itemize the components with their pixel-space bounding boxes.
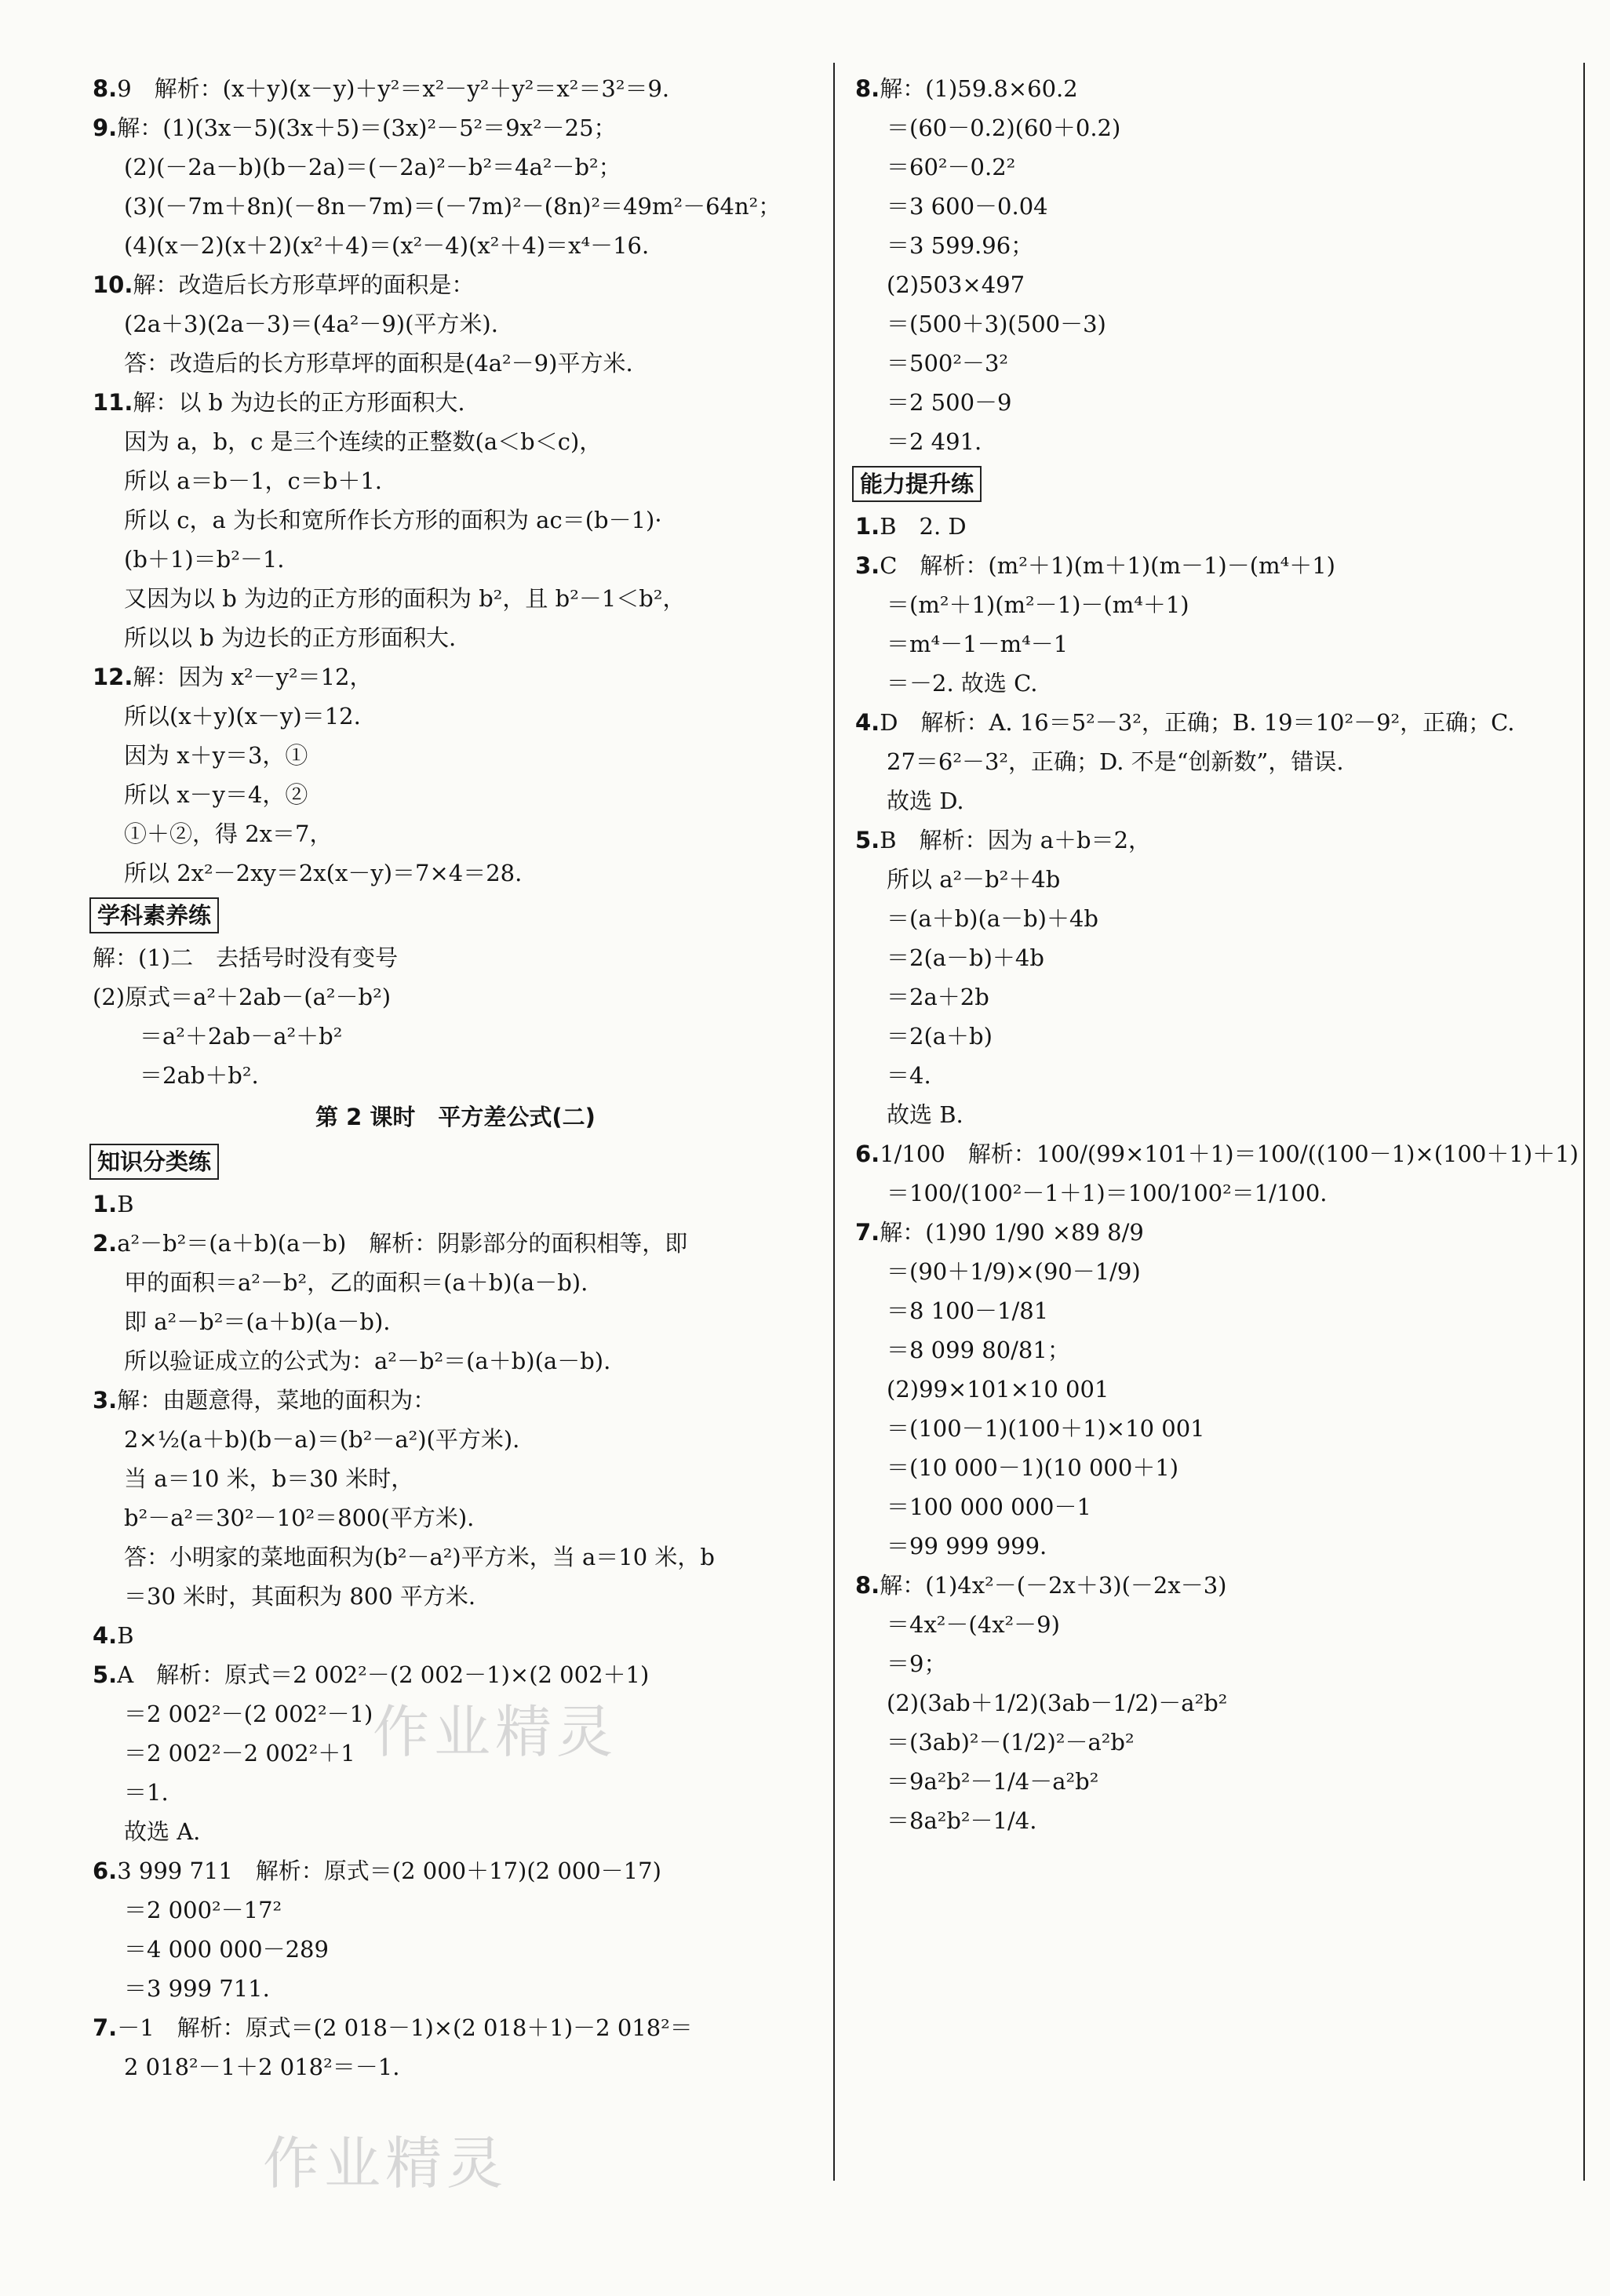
answer-text: ＝(10 000－1)(10 000＋1) (887, 1454, 1179, 1481)
answer-line (855, 821, 1561, 860)
answer-continuation (855, 265, 1561, 304)
answer-continuation (855, 1409, 1561, 1448)
answer-continuation (93, 814, 818, 853)
answer-text: 所以 c，a 为长和宽所作长方形的面积为 ac＝(b－1)· (124, 507, 662, 533)
answer-continuation (855, 1762, 1561, 1801)
answer-line (93, 1616, 818, 1655)
answer-continuation (855, 422, 1561, 461)
lesson-title: 第 2 课时 平方差公式(二) (315, 1104, 596, 1130)
answer-line (93, 108, 818, 147)
answer-text: (3)(－7m＋8n)(－8n－7m)＝(－7m)²－(8n)²＝49m²－64n²； (124, 193, 781, 220)
answer-text: B (117, 1622, 134, 1649)
answer-text: 所以验证成立的公式为：a²－b²＝(a＋b)(a－b). (124, 1348, 611, 1374)
answer-text: (2)原式＝a²＋2ab－(a²－b²) (93, 984, 392, 1010)
question-number: 1. (855, 513, 880, 540)
section-heading: 知识分类练 (89, 1144, 219, 1180)
question-number: 8. (855, 1572, 880, 1599)
question-number: 3. (93, 1387, 118, 1414)
answer-text: 所以 2x²－2xy＝2x(x－y)＝7×4＝28. (124, 860, 523, 886)
answer-continuation (93, 1302, 818, 1341)
answer-continuation (93, 500, 818, 540)
answer-text: B 解析：因为 a＋b＝2， (880, 827, 1152, 853)
question-number: 8. (93, 75, 118, 102)
answer-continuation (855, 664, 1561, 703)
answer-continuation (93, 1420, 818, 1459)
answer-text: ＝3 600－0.04 (887, 193, 1048, 220)
answer-continuation (855, 108, 1561, 147)
answer-continuation (93, 853, 818, 893)
left-column (93, 69, 818, 2087)
answer-text: ＝8 100－1/81 (887, 1297, 1049, 1324)
answer-text: 因为 a，b，c 是三个连续的正整数(a＜b＜c)， (124, 428, 603, 455)
answer-continuation (93, 540, 818, 579)
answer-text: 2 018²－1＋2 018²＝－1. (124, 2054, 400, 2080)
answer-text: 3 999 711 解析：原式＝(2 000＋17)(2 000－17) (117, 1858, 661, 1884)
answer-text: ＝2 491. (887, 428, 982, 455)
answer-continuation (855, 624, 1561, 664)
answer-continuation (855, 1801, 1561, 1840)
answer-text: ＝2 000²－17² (124, 1897, 282, 1923)
answer-continuation (855, 226, 1561, 265)
answer-text: 解：因为 x²－y²＝12， (133, 664, 373, 690)
answer-text: ＝500²－3² (887, 350, 1009, 377)
answer-line (855, 1213, 1561, 1252)
answer-text: ＝－2. 故选 C. (887, 670, 1038, 697)
answer-continuation (93, 461, 818, 500)
answer-continuation (855, 1526, 1561, 1566)
answer-continuation (855, 781, 1561, 821)
answer-continuation (855, 938, 1561, 977)
answer-continuation (855, 742, 1561, 781)
answer-text: 解：(1)90 1/90 ×89 8/9 (880, 1219, 1144, 1246)
answer-text: ＝2 002²－2 002²＋1 (124, 1740, 355, 1767)
answer-continuation (855, 304, 1561, 344)
answer-text: D 解析：A. 16＝5²－3²，正确；B. 19＝10²－9²，正确；C. (880, 709, 1515, 736)
answer-continuation (855, 899, 1561, 938)
answer-text: 即 a²－b²＝(a＋b)(a－b). (124, 1308, 391, 1335)
column-divider (833, 63, 835, 2181)
answer-text: ＝(60－0.2)(60＋0.2) (887, 115, 1121, 141)
question-number: 4. (93, 1622, 118, 1649)
answer-line (93, 383, 818, 422)
answer-text: (b＋1)＝b²－1. (124, 546, 285, 573)
answer-line (93, 1184, 818, 1224)
answer-text: ＝2(a－b)＋4b (887, 944, 1044, 971)
answer-text: 因为 x＋y＝3，① (124, 742, 308, 769)
answer-text: 2×½(a＋b)(b－a)＝(b²－a²)(平方米). (124, 1426, 520, 1453)
question-number: 9. (93, 115, 118, 141)
answer-text: ＝(3ab)²－(1/2)²－a²b² (887, 1729, 1135, 1756)
answer-line (855, 1134, 1579, 1173)
answer-line (855, 69, 1561, 108)
answer-text: (4)(x－2)(x＋2)(x²＋4)＝(x²－4)(x²＋4)＝x⁴－16. (124, 232, 650, 259)
answer-text: 解：(1)二 去括号时没有变号 (93, 944, 399, 971)
answer-text: 1/100 解析：100/(99×101＋1)＝100/((100－1)×(100＋1)＋1) (880, 1141, 1579, 1167)
answer-text: ＝99 999 999. (887, 1533, 1047, 1559)
answer-text: ＝(m²＋1)(m²－1)－(m⁴＋1) (887, 591, 1189, 618)
question-number: 4. (855, 709, 880, 736)
answer-line (93, 1224, 818, 1263)
answer-continuation (855, 1644, 1561, 1683)
answer-text: 所以 a＝b－1，c＝b＋1. (124, 468, 382, 494)
right-column (855, 69, 1579, 1840)
answer-continuation (93, 2047, 818, 2087)
question-number: 6. (93, 1858, 118, 1884)
answer-text: 当 a＝10 米，b＝30 米时， (124, 1465, 414, 1492)
answer-continuation (93, 697, 818, 736)
answer-continuation (855, 977, 1561, 1017)
answer-text: 解：(1)(3x－5)(3x＋5)＝(3x)²－5²＝9x²－25； (117, 115, 617, 141)
question-number: 7. (855, 1219, 880, 1246)
answer-continuation (855, 1605, 1561, 1644)
answer-continuation (855, 1017, 1561, 1056)
answer-text: ＝4. (887, 1062, 931, 1089)
answer-text: 故选 B. (887, 1101, 963, 1128)
answer-text: ＝4x²－(4x²－9) (887, 1611, 1060, 1638)
answer-continuation (93, 422, 818, 461)
answer-continuation (855, 585, 1561, 624)
watermark: 作业精灵 (263, 2130, 508, 2196)
answer-line (93, 657, 818, 697)
answer-continuation (93, 775, 818, 814)
answer-text: 解：(1)4x²－(－2x＋3)(－2x－3) (880, 1572, 1227, 1599)
answer-continuation (93, 1577, 818, 1616)
answer-continuation (855, 1095, 1561, 1134)
question-number: 10. (93, 271, 133, 298)
answer-continuation (855, 860, 1561, 899)
answer-text: ＝4 000 000－289 (124, 1936, 329, 1963)
answer-line (855, 507, 1561, 546)
answer-line (93, 2008, 818, 2047)
answer-continuation (93, 1537, 818, 1577)
question-number: 5. (93, 1661, 118, 1688)
answer-text: ＝a²＋2ab－a²＋b² (140, 1023, 343, 1050)
answer-line (93, 1381, 818, 1420)
answer-text: (2)503×497 (887, 271, 1025, 298)
answer-continuation (855, 1173, 1561, 1213)
answer-text: ＝2ab＋b². (140, 1062, 259, 1089)
answer-text: 故选 D. (887, 788, 964, 814)
answer-text: (2)(3ab＋1/2)(3ab－1/2)－a²b² (887, 1690, 1228, 1716)
answer-continuation (93, 938, 818, 977)
answer-continuation (855, 187, 1561, 226)
answer-text: ＝9a²b²－1/4－a²b² (887, 1768, 1099, 1795)
answer-continuation (93, 736, 818, 775)
answer-text: ＝(100－1)(100＋1)×10 001 (887, 1415, 1205, 1442)
answer-text: ＝9； (887, 1650, 947, 1677)
answer-continuation (93, 977, 818, 1017)
question-number: 1. (93, 1191, 118, 1217)
answer-continuation (93, 1890, 818, 1930)
question-number: 2. (93, 1230, 118, 1257)
answer-text: －1 解析：原式＝(2 018－1)×(2 018＋1)－2 018²＝ (117, 2014, 693, 2041)
section-heading: 能力提升练 (852, 466, 982, 502)
answer-text: ＝2a＋2b (887, 984, 989, 1010)
answer-continuation (855, 344, 1561, 383)
answer-continuation (93, 1773, 818, 1812)
answer-text: ＝100/(100²－1＋1)＝100/100²＝1/100. (887, 1180, 1328, 1206)
answer-text: a²－b²＝(a＋b)(a－b) 解析：阴影部分的面积相等，即 (117, 1230, 688, 1257)
answer-continuation (93, 1263, 818, 1302)
watermark: 作业精灵 (373, 1699, 618, 1765)
answer-text: 故选 A. (124, 1818, 201, 1845)
answer-text: 27＝6²－3²，正确；D. 不是“创新数”，错误. (887, 748, 1344, 775)
answer-text: b²－a²＝30²－10²＝800(平方米). (124, 1505, 475, 1531)
answer-line (93, 1851, 818, 1890)
answer-continuation (855, 1330, 1561, 1370)
answer-line (93, 265, 818, 304)
answer-continuation (855, 1487, 1561, 1526)
answer-continuation (93, 304, 818, 344)
answer-continuation (93, 1017, 818, 1056)
answer-text: 又因为以 b 为边的正方形的面积为 b²，且 b²－1＜b²， (124, 585, 686, 612)
answer-text: 答：小明家的菜地面积为(b²－a²)平方米，当 a＝10 米，b (124, 1544, 715, 1570)
answer-text: A 解析：原式＝2 002²－(2 002－1)×(2 002＋1) (117, 1661, 650, 1688)
answer-line (855, 1566, 1561, 1605)
answer-line (855, 703, 1561, 742)
answer-text: (2)99×101×10 001 (887, 1376, 1109, 1403)
answer-continuation (93, 579, 818, 618)
answer-text: B (117, 1191, 134, 1217)
answer-text: ＝(90＋1/9)×(90－1/9) (887, 1258, 1141, 1285)
answer-text: ＝8 099 80/81； (887, 1337, 1070, 1363)
answer-continuation (855, 147, 1561, 187)
answer-text: 所以 a²－b²＋4b (887, 866, 1061, 893)
right-margin-rule (1583, 63, 1585, 2181)
answer-line (93, 69, 818, 108)
answer-continuation (93, 1812, 818, 1851)
answer-text: ＝2 500－9 (887, 389, 1012, 416)
answer-text: 所以(x＋y)(x－y)＝12. (124, 703, 361, 730)
answer-text: ＝100 000 000－1 (887, 1494, 1091, 1520)
answer-continuation (855, 1291, 1561, 1330)
answer-text: ＝m⁴－1－m⁴－1 (887, 631, 1069, 657)
answer-continuation (855, 1370, 1561, 1409)
question-number: 6. (855, 1141, 880, 1167)
section-heading: 学科素养练 (89, 897, 219, 933)
answer-text: ＝3 599.96； (887, 232, 1034, 259)
answer-text: ①＋②，得 2x＝7， (124, 821, 333, 847)
question-number: 3. (855, 552, 880, 579)
answer-continuation (93, 147, 818, 187)
question-number: 8. (855, 75, 880, 102)
answer-text: ＝(a＋b)(a－b)＋4b (887, 905, 1098, 932)
answer-text: ＝(500＋3)(500－3) (887, 311, 1106, 337)
answer-continuation (93, 618, 818, 657)
question-number: 12. (93, 664, 133, 690)
answer-text: 所以以 b 为边长的正方形面积大. (124, 624, 457, 651)
answer-text: ＝2 002²－(2 002²－1) (124, 1701, 373, 1727)
answer-text: 所以 x－y＝4，② (124, 781, 308, 808)
answer-continuation (93, 1930, 818, 1969)
answer-continuation (93, 1459, 818, 1498)
question-number: 11. (93, 389, 133, 416)
answer-continuation (93, 226, 818, 265)
answer-text: ＝3 999 711. (124, 1975, 270, 2002)
answer-text: 解：(1)59.8×60.2 (880, 75, 1078, 102)
answer-continuation (93, 1341, 818, 1381)
answer-text: 甲的面积＝a²－b²，乙的面积＝(a＋b)(a－b). (124, 1269, 588, 1296)
answer-continuation (855, 1252, 1561, 1291)
answer-text: 解：由题意得，菜地的面积为： (117, 1387, 436, 1414)
answer-continuation (855, 1683, 1561, 1723)
answer-continuation (93, 1969, 818, 2008)
answer-continuation (93, 187, 818, 226)
question-number: 7. (93, 2014, 118, 2041)
answer-continuation (93, 344, 818, 383)
answer-text: ＝1. (124, 1779, 169, 1806)
question-number: 5. (855, 827, 880, 853)
answer-text: ＝30 米时，其面积为 800 平方米. (124, 1583, 476, 1610)
answer-continuation (93, 1056, 818, 1095)
answer-text: 9 解析：(x＋y)(x－y)＋y²＝x²－y²＋y²＝x²＝3²＝9. (117, 75, 670, 102)
answer-continuation (855, 1056, 1561, 1095)
answer-continuation (855, 1723, 1561, 1762)
answer-text: B 2. D (880, 513, 967, 540)
answer-text: ＝60²－0.2² (887, 154, 1016, 180)
answer-line (855, 546, 1561, 585)
answer-text: (2a＋3)(2a－3)＝(4a²－9)(平方米). (124, 311, 498, 337)
answer-continuation (93, 1498, 818, 1537)
answer-text: 解：改造后长方形草坪的面积是： (133, 271, 475, 298)
answer-continuation (855, 383, 1561, 422)
answer-text: 解：以 b 为边长的正方形面积大. (133, 389, 465, 416)
answer-text: ＝2(a＋b) (887, 1023, 993, 1050)
answer-text: ＝8a²b²－1/4. (887, 1807, 1037, 1834)
answer-continuation (855, 1448, 1561, 1487)
answer-text: (2)(－2a－b)(b－2a)＝(－2a)²－b²＝4a²－b²； (124, 154, 621, 180)
answer-text: C 解析：(m²＋1)(m＋1)(m－1)－(m⁴＋1) (880, 552, 1335, 579)
answer-text: 答：改造后的长方形草坪的面积是(4a²－9)平方米. (124, 350, 633, 377)
